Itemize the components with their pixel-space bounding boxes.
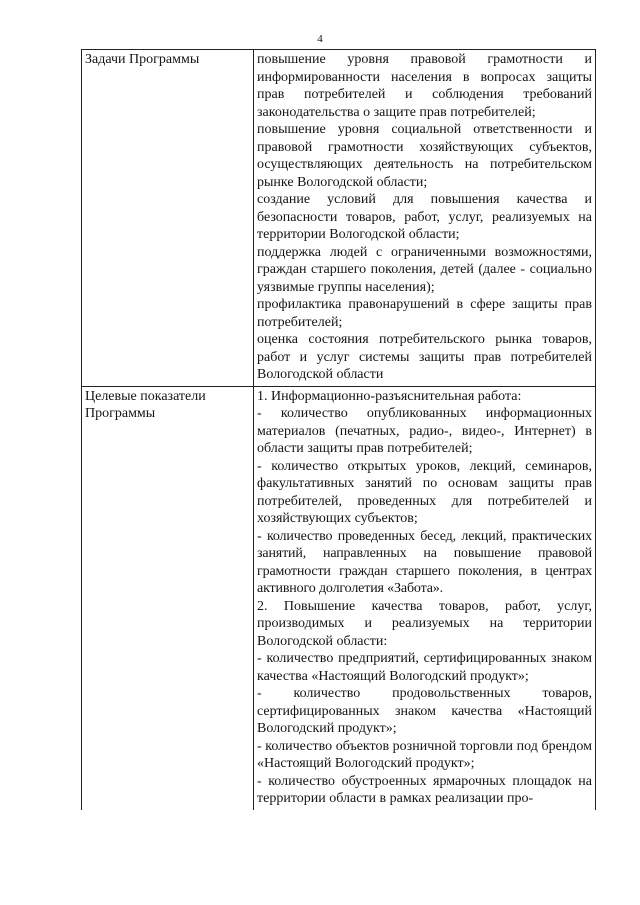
tasks-item: повышение уровня социальной ответственности и правовой грамотности хозяйствующих субъектов, осуществляющих деятельность на потребительском рынке Вологодской области; [257, 122, 592, 190]
tasks-item: создание условий для повышения качества и безопасности товаров, работ, услуг, реализуемых на территории Вологодской области; [257, 192, 592, 242]
tasks-item: повышение уровня правовой грамотности и информированности населения в вопросах защиты прав потребителей и соблюдения требований законодательства о защите прав потребителей; [257, 52, 592, 120]
tasks-item: профилактика правонарушений в сфере защиты прав потребителей; [257, 297, 592, 330]
table-row-tasks [82, 50, 596, 387]
indicator-item: - количество объектов розничной торговли под брендом «Настоящий Вологодский продукт»; [257, 738, 592, 771]
indicator-item: - количество обустроенных ярмарочных площадок на территории области в рамках реализации про- [257, 773, 592, 806]
indicator-item: - количество продовольственных товаров, сертифицированных знаком качества «Настоящий Вологодский продукт»; [257, 686, 592, 736]
indicator-item: - количество предприятий, сертифицированных знаком качества «Настоящий Вологодский продукт»; [257, 651, 592, 684]
program-table [81, 49, 596, 810]
indicator-item: - количество проведенных бесед, лекций, практических занятий, направленных на повышение правовой грамотности граждан старшего поколения, в центрах активного долголетия «Забота». [257, 528, 592, 596]
page-number: 4 [317, 33, 323, 45]
tasks-item: оценка состояния потребительского рынка товаров, работ и услуг системы защиты прав потребителей Вологодской области [257, 332, 592, 382]
indicator-item: 2. Повышение качества товаров, работ, услуг, производимых и реализуемых на территории Вологодской области: [257, 598, 592, 649]
row-content-tasks [254, 50, 596, 387]
table-row-indicators [82, 386, 596, 810]
indicator-item: - количество открытых уроков, лекций, семинаров, факультативных занятий по основам защиты прав потребителей, проведенных для потребителей и хозяйствующих субъектов; [257, 458, 592, 526]
tasks-item: поддержка людей с ограниченными возможностями, граждан старшего поколения, детей (далее - социально уязвимые группы населения); [257, 244, 592, 295]
indicator-item: 1. Информационно-разъяснительная работа: [257, 388, 522, 404]
row-content-indicators [254, 386, 596, 810]
row-label-tasks: Задачи Программы [82, 50, 254, 387]
row-label-indicators: Целевые показатели Программы [82, 386, 254, 810]
indicator-item: - количество опубликованных информационных материалов (печатных, радио-, видео-, Интернет) в области защиты прав потребителей; [257, 406, 592, 456]
